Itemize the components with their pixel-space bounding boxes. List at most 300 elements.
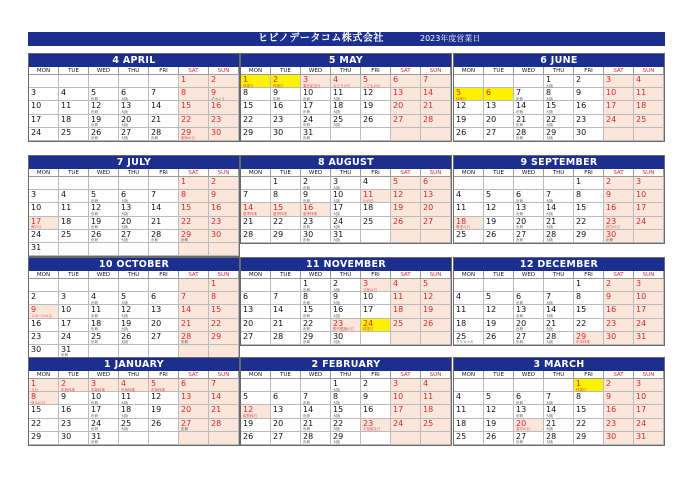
day-cell: [301, 432, 331, 445]
weekday-header: TUE: [484, 169, 514, 177]
day-cell: [574, 88, 604, 101]
day-cell: [604, 177, 634, 190]
day-cell: [59, 279, 89, 292]
day-number: 29: [181, 229, 192, 239]
day-number: 30: [333, 331, 344, 341]
day-note: 大阪: [333, 238, 340, 243]
day-cell: [89, 203, 119, 216]
day-number: 16: [211, 203, 222, 213]
day-cell: [179, 128, 209, 141]
day-number: 17: [303, 101, 314, 111]
day-cell: [29, 243, 59, 256]
weekday-header: WED: [301, 371, 331, 379]
day-cell: [331, 432, 361, 445]
day-note: みどりの日: [333, 83, 351, 88]
day-number: 10: [303, 88, 314, 98]
day-cell: [59, 128, 89, 141]
day-note: 大阪: [546, 96, 553, 101]
day-number: 24: [636, 216, 647, 226]
day-cell: [241, 88, 271, 101]
day-cell: [574, 432, 604, 445]
day-number: 25: [61, 229, 72, 239]
day-number: 1: [273, 177, 279, 186]
day-note: 大阪: [121, 327, 128, 332]
day-cell: [574, 405, 604, 418]
day-cell: [361, 332, 391, 345]
day-cell: [574, 332, 604, 345]
day-cell: [29, 115, 59, 128]
day-cell: [89, 230, 119, 243]
day-cell: [301, 75, 331, 88]
day-number: 16: [31, 318, 42, 328]
weekday-header: THU: [119, 67, 149, 75]
day-number: 11: [456, 405, 467, 415]
day-cell: [421, 279, 451, 292]
day-cell: [59, 75, 89, 88]
day-cell: [484, 405, 514, 418]
day-cell: [544, 88, 574, 101]
day-cell: [544, 128, 574, 141]
day-cell: [29, 190, 59, 203]
weekday-header: WED: [301, 67, 331, 75]
weekday-header: WED: [514, 67, 544, 75]
day-note: 大阪: [333, 123, 340, 128]
day-cell: [119, 203, 149, 216]
day-number: 25: [121, 418, 132, 428]
day-cell: [29, 177, 59, 190]
day-cell: [89, 332, 119, 345]
day-cell: [209, 432, 239, 445]
day-number: 5: [486, 292, 492, 302]
day-cell: [484, 432, 514, 445]
weekday-header: THU: [331, 169, 361, 177]
day-note: 出荷: [91, 225, 98, 230]
day-cell: [179, 88, 209, 101]
day-note: 休業日: [243, 83, 254, 88]
day-number: 27: [151, 331, 162, 341]
day-note: 出荷: [91, 400, 98, 405]
day-number: 14: [151, 101, 162, 111]
day-cell: [514, 190, 544, 203]
day-number: 21: [516, 114, 527, 124]
day-cell: [454, 379, 484, 392]
day-cell: [59, 432, 89, 445]
day-cell: [89, 101, 119, 114]
day-cell: [634, 292, 664, 305]
day-cell: [421, 101, 451, 114]
day-note: 出荷: [91, 96, 98, 101]
weekday-header: MON: [29, 169, 59, 177]
day-number: 22: [576, 318, 587, 328]
day-cell: [271, 292, 301, 305]
day-cell: [454, 332, 484, 345]
weekday-header: WED: [301, 271, 331, 279]
day-number: 24: [31, 127, 42, 137]
day-note: 大阪: [333, 185, 340, 190]
day-note: 大阪: [121, 211, 128, 216]
weekday-header: MON: [29, 371, 59, 379]
weekday-header: FRI: [149, 271, 179, 279]
day-number: 8: [576, 292, 582, 302]
day-number: 27: [121, 229, 132, 239]
day-cell: [454, 432, 484, 445]
month-jun: [453, 53, 665, 142]
weekday-header: WED: [89, 67, 119, 75]
month-title: 9 SEPTEMBER: [454, 156, 664, 169]
day-number: 5: [363, 75, 369, 84]
day-cell: [391, 128, 421, 141]
day-cell: [241, 203, 271, 216]
day-number: 12: [456, 101, 467, 111]
weekday-header: MON: [454, 371, 484, 379]
day-number: 18: [61, 114, 72, 124]
month-aug: [240, 155, 452, 244]
day-cell: [514, 379, 544, 392]
day-cell: [514, 305, 544, 318]
day-number: 26: [151, 418, 162, 428]
day-number: 5: [393, 177, 399, 186]
day-number: 16: [273, 101, 284, 111]
day-cell: [604, 217, 634, 230]
day-note: 出荷: [303, 123, 310, 128]
day-number: 21: [181, 318, 192, 328]
day-note: 出荷: [516, 198, 523, 203]
day-cell: [271, 319, 301, 332]
day-note: 大阪: [333, 211, 340, 216]
day-cell: [484, 217, 514, 230]
day-cell: [209, 292, 239, 305]
weekday-header: MON: [241, 169, 271, 177]
day-cell: [119, 217, 149, 230]
weekday-header: SAT: [391, 271, 421, 279]
day-number: 9: [363, 392, 369, 402]
day-cell: [179, 115, 209, 128]
weekday-header: SUN: [634, 271, 664, 279]
day-cell: [119, 75, 149, 88]
day-number: 17: [333, 203, 344, 213]
day-cell: [484, 332, 514, 345]
day-number: 30: [606, 331, 617, 341]
day-cell: [241, 332, 271, 345]
day-number: 30: [273, 127, 284, 137]
day-cell: [484, 379, 514, 392]
day-cell: [241, 392, 271, 405]
day-cell: [634, 319, 664, 332]
day-cell: [179, 243, 209, 256]
day-number: 27: [121, 127, 132, 137]
weekday-header: SAT: [179, 271, 209, 279]
day-cell: [59, 243, 89, 256]
day-cell: [421, 75, 451, 88]
day-note: 出荷: [606, 238, 613, 243]
day-cell: [391, 405, 421, 418]
day-cell: [89, 292, 119, 305]
day-number: 1: [576, 177, 582, 186]
day-cell: [149, 190, 179, 203]
day-cell: [391, 101, 421, 114]
day-cell: [209, 319, 239, 332]
day-number: 10: [636, 392, 647, 402]
day-cell: [89, 405, 119, 418]
day-number: 16: [363, 405, 374, 415]
day-cell: [29, 379, 59, 392]
month-grid: [454, 371, 664, 445]
day-note: 大阪: [333, 427, 340, 432]
day-cell: [301, 392, 331, 405]
day-note: 年末休業: [576, 340, 590, 345]
day-cell: [514, 405, 544, 418]
day-cell: [89, 392, 119, 405]
day-note: 出荷: [61, 353, 68, 358]
day-note: 大阪: [121, 96, 128, 101]
day-cell: [241, 75, 271, 88]
day-cell: [331, 305, 361, 318]
day-number: 10: [606, 88, 617, 98]
weekday-header: SUN: [209, 271, 239, 279]
day-note: 夏季休業: [243, 211, 257, 216]
day-cell: [89, 379, 119, 392]
day-number: 16: [61, 405, 72, 415]
day-note: 休業日: [456, 96, 467, 101]
day-note: 出荷: [91, 413, 98, 418]
day-cell: [361, 405, 391, 418]
day-number: 12: [243, 405, 254, 415]
day-cell: [484, 203, 514, 216]
day-cell: [149, 230, 179, 243]
day-number: 18: [456, 318, 467, 328]
day-cell: [89, 88, 119, 101]
day-cell: [241, 177, 271, 190]
day-number: 13: [181, 392, 192, 402]
day-number: 6: [121, 88, 127, 98]
day-cell: [484, 88, 514, 101]
day-cell: [604, 75, 634, 88]
day-cell: [604, 332, 634, 345]
day-number: 6: [243, 292, 249, 302]
day-number: 3: [31, 190, 37, 200]
day-number: 26: [486, 431, 497, 441]
weekday-header: SAT: [391, 371, 421, 379]
day-cell: [209, 88, 239, 101]
day-number: 8: [273, 190, 279, 200]
day-cell: [331, 332, 361, 345]
weekday-header: MON: [454, 169, 484, 177]
day-cell: [89, 432, 119, 445]
day-cell: [634, 115, 664, 128]
day-cell: [29, 101, 59, 114]
day-number: 24: [393, 418, 404, 428]
day-number: 17: [636, 305, 647, 315]
day-number: 4: [121, 379, 127, 388]
day-number: 8: [243, 88, 249, 98]
day-number: 29: [273, 229, 284, 239]
day-cell: [209, 128, 239, 141]
day-cell: [454, 88, 484, 101]
day-number: 30: [606, 229, 617, 239]
day-number: 15: [31, 405, 42, 415]
day-number: 20: [121, 216, 132, 226]
day-cell: [59, 305, 89, 318]
weekday-header: THU: [544, 371, 574, 379]
day-cell: [514, 203, 544, 216]
month-title: 10 OCTOBER: [29, 258, 239, 271]
day-number: 26: [243, 431, 254, 441]
day-cell: [454, 75, 484, 88]
day-number: 16: [211, 101, 222, 111]
day-number: 31: [636, 431, 647, 441]
day-cell: [89, 115, 119, 128]
day-cell: [241, 319, 271, 332]
day-number: 22: [181, 216, 192, 226]
day-number: 4: [393, 279, 399, 288]
weekday-header: TUE: [271, 169, 301, 177]
day-note: 出荷: [516, 440, 523, 445]
day-note: 大阪: [546, 83, 553, 88]
day-number: 4: [91, 292, 97, 302]
day-number: 24: [303, 114, 314, 124]
day-cell: [361, 128, 391, 141]
weekday-header: TUE: [59, 169, 89, 177]
day-cell: [361, 432, 391, 445]
day-note: 夏季休業: [303, 211, 317, 216]
day-cell: [361, 279, 391, 292]
day-cell: [29, 392, 59, 405]
day-number: 7: [423, 75, 429, 84]
day-note: 大阪: [333, 413, 340, 418]
day-number: 6: [151, 292, 157, 302]
day-number: 9: [303, 190, 309, 200]
day-number: 4: [423, 379, 429, 388]
day-cell: [29, 305, 59, 318]
day-cell: [59, 319, 89, 332]
day-number: 5: [486, 190, 492, 200]
day-number: 18: [61, 216, 72, 226]
day-note: 大阪: [121, 400, 128, 405]
day-number: 20: [516, 216, 527, 226]
day-cell: [331, 203, 361, 216]
day-cell: [361, 115, 391, 128]
day-cell: [119, 332, 149, 345]
day-cell: [89, 75, 119, 88]
day-cell: [514, 332, 544, 345]
day-number: 2: [333, 279, 339, 288]
day-cell: [271, 128, 301, 141]
day-number: 15: [273, 203, 284, 213]
day-number: 15: [211, 305, 222, 315]
day-number: 13: [243, 305, 254, 315]
day-cell: [179, 177, 209, 190]
day-cell: [514, 279, 544, 292]
day-number: 22: [576, 418, 587, 428]
day-cell: [271, 332, 301, 345]
day-number: 16: [606, 405, 617, 415]
day-number: 5: [151, 379, 157, 388]
day-cell: [544, 217, 574, 230]
day-cell: [484, 177, 514, 190]
day-cell: [119, 432, 149, 445]
day-number: 2: [61, 379, 67, 388]
day-cell: [574, 128, 604, 141]
day-cell: [331, 115, 361, 128]
day-number: 17: [636, 405, 647, 415]
day-cell: [59, 101, 89, 114]
day-number: 12: [91, 203, 102, 213]
day-number: 23: [61, 418, 72, 428]
day-number: 21: [243, 216, 254, 226]
day-number: 2: [606, 379, 612, 388]
day-note: 大阪: [546, 225, 553, 230]
day-number: 4: [636, 75, 642, 84]
day-cell: [59, 379, 89, 392]
day-cell: [59, 203, 89, 216]
month-grid: [454, 67, 664, 141]
day-cell: [241, 190, 271, 203]
day-cell: [301, 203, 331, 216]
day-note: 大阪: [546, 211, 553, 216]
day-cell: [421, 432, 451, 445]
day-number: 30: [31, 344, 42, 354]
weekday-header: WED: [514, 169, 544, 177]
day-number: 3: [393, 379, 399, 388]
day-number: 9: [333, 292, 339, 302]
day-cell: [574, 217, 604, 230]
weekday-header: SUN: [634, 371, 664, 379]
weekday-header: SAT: [604, 169, 634, 177]
day-number: 11: [333, 88, 344, 98]
day-number: 10: [636, 190, 647, 200]
weekday-header: SUN: [421, 169, 451, 177]
day-note: 大阪: [546, 340, 553, 345]
day-cell: [361, 177, 391, 190]
day-number: 27: [243, 331, 254, 341]
day-cell: [574, 190, 604, 203]
day-cell: [59, 392, 89, 405]
day-cell: [29, 230, 59, 243]
weekday-header: THU: [544, 271, 574, 279]
day-number: 4: [61, 88, 67, 98]
day-number: 29: [31, 431, 42, 441]
day-note: 年始休業: [61, 387, 75, 392]
day-number: 22: [31, 418, 42, 428]
day-number: 25: [333, 114, 344, 124]
day-number: 23: [211, 216, 222, 226]
day-number: 1: [181, 75, 187, 84]
day-number: 23: [606, 318, 617, 328]
day-note: 出荷: [516, 313, 523, 318]
day-cell: [634, 305, 664, 318]
day-note: 出荷: [516, 300, 523, 305]
day-number: 19: [91, 114, 102, 124]
day-number: 25: [363, 216, 374, 226]
day-cell: [574, 419, 604, 432]
day-cell: [454, 230, 484, 243]
day-cell: [421, 292, 451, 305]
day-number: 20: [121, 114, 132, 124]
day-number: 8: [546, 88, 552, 98]
day-cell: [361, 88, 391, 101]
weekday-header: MON: [29, 271, 59, 279]
day-note: 大阪: [121, 123, 128, 128]
day-number: 17: [91, 405, 102, 415]
day-cell: [361, 230, 391, 243]
day-cell: [544, 332, 574, 345]
day-cell: [604, 419, 634, 432]
day-number: 10: [363, 292, 374, 302]
day-cell: [301, 190, 331, 203]
day-cell: [391, 230, 421, 243]
day-cell: [361, 101, 391, 114]
day-number: 28: [211, 418, 222, 428]
